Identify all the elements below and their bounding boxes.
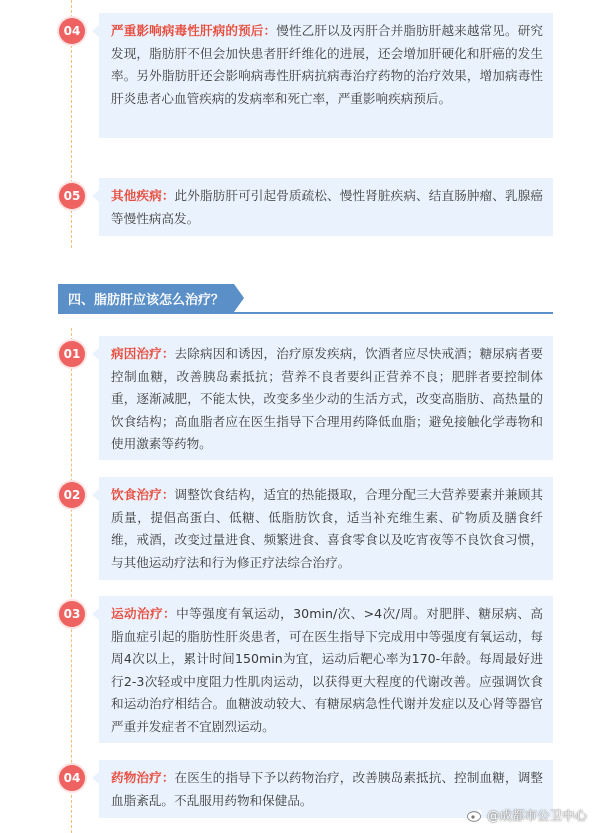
number-badge: 01 (59, 341, 85, 367)
item-heading: 严重影响病毒性肝病的预后： (111, 23, 277, 38)
item-body: 在医生的指导下予以药物治疗，改善胰岛素抵抗、控制血糖，调整血脂紊乱。不乱服用药物和保健品。 (111, 770, 544, 808)
list-item (99, 477, 553, 580)
number-badge: 02 (59, 482, 85, 508)
section-title: 四、脂肪肝应该怎么治疗？ (58, 284, 234, 312)
weibo-watermark: @成都市公卫中心 (467, 806, 587, 824)
item-heading: 其他疾病： (111, 188, 175, 203)
card-pointer (92, 489, 99, 501)
list-item (99, 13, 553, 138)
card-pointer (92, 190, 99, 202)
item-body: 调整饮食结构，适宜的热能摄取，合理分配三大营养要素并兼顾其质量，提倡高蛋白、低糖、低脂肪饮食，适当补充维生素、矿物质及膳食纤维，戒酒，改变过量进食、频繁进食、喜食零食以及吃宵夜等不良饮食习惯，与其他运动疗法和行为修正疗法综合治疗。 (111, 487, 544, 570)
list-item (99, 596, 553, 743)
card-pointer (92, 608, 99, 620)
number-badge: 03 (59, 601, 85, 627)
timeline-rail-bottom (71, 328, 72, 833)
card-pointer (92, 772, 99, 784)
card-pointer (92, 25, 99, 37)
section-divider (58, 312, 553, 314)
item-body: 中等强度有氧运动，30min/次、>4次/周。对肥胖、糖尿病、高脂血症引起的脂肪性肝炎患者，可在医生指导下完成用中等强度有氧运动，每周4次以上，累计时间150min为宜，运动后靶心率为170-年龄。每周最好进行2-3次轻或中度阻力性肌肉运动，以获得更大程度的代谢改善。应强调饮食和运动治疗相结合。血糖波动较大、有糖尿病急性代谢并发症以及心肾等器官严重并发症者不宜剧烈运动。 (111, 606, 543, 734)
item-body: 此外脂肪肝可引起骨质疏松、慢性肾脏疾病、结直肠肿瘤、乳腺癌等慢性病高发。 (111, 188, 544, 226)
list-item (99, 178, 553, 236)
number-badge: 04 (59, 18, 85, 44)
item-body: 去除病因和诱因，治疗原发疾病，饮酒者应尽快戒酒；糖尿病者要控制血糖，改善胰岛素抵抗；营养不良者要纠正营养不良；肥胖者要控制体重，逐渐减肥，不能太快，改变多坐少动的生活方式，改变高脂肪、高热量的饮食结构；高血脂者应在医生指导下合理用药降低血脂；避免接触化学毒物和使用激素等药物。 (111, 346, 544, 451)
item-heading: 药物治疗： (111, 770, 175, 785)
item-body: 慢性乙肝以及丙肝合并脂肪肝越来越常见。研究发现，脂肪肝不但会加快患者肝纤维化的进展，还会增加肝硬化和肝癌的发生率。另外脂肪肝还会影响病毒性肝病抗病毒治疗药物的治疗效果，增加病毒性肝炎患者心血管疾病的发病率和死亡率，严重影响疾病预后。 (111, 23, 544, 106)
number-badge: 05 (59, 183, 85, 209)
weibo-logo-icon (467, 808, 483, 822)
item-heading: 病因治疗： (111, 346, 175, 361)
card-pointer (92, 348, 99, 360)
item-heading: 运动治疗： (111, 606, 177, 621)
item-heading: 饮食治疗： (111, 487, 175, 502)
number-badge: 04 (59, 765, 85, 791)
list-item (99, 336, 553, 460)
